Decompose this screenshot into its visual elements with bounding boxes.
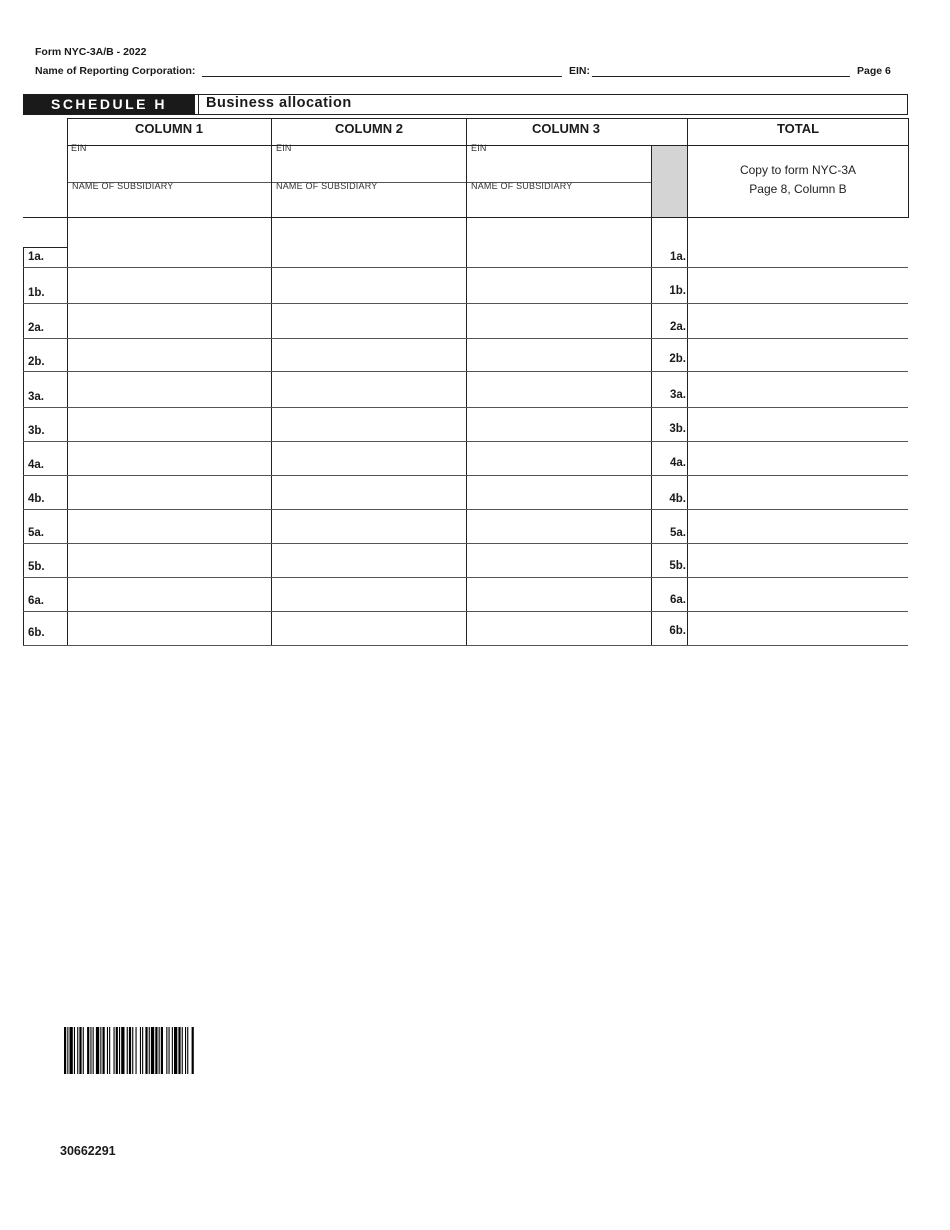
row-label-left: 3b. xyxy=(28,425,45,437)
row-label-right: 4a. xyxy=(670,457,686,469)
barcode-bar xyxy=(67,1027,68,1074)
barcode-bar xyxy=(174,1027,177,1074)
total-note-line-1: Copy to form NYC-3A xyxy=(739,163,857,177)
column-2-header: COLUMN 2 xyxy=(335,121,403,136)
row-divider-5a xyxy=(23,543,908,544)
row-label-left: 5b. xyxy=(28,561,45,573)
barcode-bar xyxy=(192,1027,194,1074)
barcode-icon xyxy=(64,1027,274,1074)
row-label-left: 5a. xyxy=(28,527,44,539)
schedule-title: Business allocation xyxy=(206,95,352,111)
right-border xyxy=(908,118,909,218)
column-1-ein-input[interactable] xyxy=(68,151,270,181)
row-label-right: 3b. xyxy=(669,423,686,435)
name-of-reporting-corporation-label: Name of Reporting Corporation: xyxy=(35,65,196,77)
total-divider xyxy=(687,118,688,645)
row-label-right: 6a. xyxy=(670,594,686,606)
column-header-divider xyxy=(67,145,908,146)
row-divider-5b xyxy=(23,577,908,578)
row-label-right: 1a. xyxy=(670,251,686,263)
barcode-bar xyxy=(119,1027,120,1074)
barcode-bar xyxy=(87,1027,89,1074)
column-3-ein-label: EIN xyxy=(471,143,487,153)
row-label-right: 3a. xyxy=(670,389,686,401)
barcode-bar xyxy=(166,1027,167,1074)
row-label-left: 6a. xyxy=(28,595,44,607)
barcode-bar xyxy=(187,1027,188,1074)
column-2-name-input[interactable] xyxy=(273,192,465,217)
name-of-reporting-corporation-field[interactable] xyxy=(202,76,562,77)
row-label-right: 6b. xyxy=(669,625,686,637)
row-divider-3a xyxy=(23,407,908,408)
barcode-bar xyxy=(161,1027,163,1074)
barcode-bar xyxy=(103,1027,105,1074)
column-2-name-label: NAME OF SUBSIDIARY xyxy=(276,181,378,191)
shaded-cell xyxy=(652,146,687,218)
row-label-left: 3a. xyxy=(28,391,44,403)
table-top-border xyxy=(67,118,908,119)
row-label-right: 2b. xyxy=(669,353,686,365)
row-label-right: 5a. xyxy=(670,527,686,539)
barcode-bar xyxy=(116,1027,118,1074)
column-2-ein-label: EIN xyxy=(276,143,292,153)
barcode-bar xyxy=(93,1027,94,1074)
barcode-bar xyxy=(178,1027,180,1074)
row-divider-2b xyxy=(23,371,908,372)
column-1-name-label: NAME OF SUBSIDIARY xyxy=(72,181,174,191)
column-3-name-label: NAME OF SUBSIDIARY xyxy=(471,181,573,191)
row-divider-4a xyxy=(23,475,908,476)
ein-label: EIN: xyxy=(569,65,590,77)
barcode-bar xyxy=(74,1027,75,1074)
row-divider-4b xyxy=(23,509,908,510)
row-divider-6b xyxy=(23,645,908,646)
row-label-top-border xyxy=(23,247,67,248)
barcode-bar xyxy=(100,1027,101,1074)
ein-name-divider xyxy=(67,182,651,183)
row-label-left: 6b. xyxy=(28,627,45,639)
barcode-bar xyxy=(127,1027,128,1074)
column-1-ein-label: EIN xyxy=(71,143,87,153)
row-divider-6a xyxy=(23,611,908,612)
column-2-ein-input[interactable] xyxy=(273,151,465,181)
column-1-2-divider xyxy=(271,118,272,645)
barcode-bar xyxy=(77,1027,78,1074)
total-header: TOTAL xyxy=(776,121,820,136)
column-3-name-input[interactable] xyxy=(468,192,651,217)
barcode-bar xyxy=(83,1027,84,1074)
row-label-right: 1b. xyxy=(669,285,686,297)
barcode-bar xyxy=(132,1027,133,1074)
row-label-right: 4b. xyxy=(669,493,686,505)
row-divider-1a xyxy=(23,267,908,268)
row-label-right: 5b. xyxy=(669,560,686,572)
barcode-bar xyxy=(169,1027,170,1074)
schedule-title-divider xyxy=(198,94,199,115)
barcode-bar xyxy=(79,1027,81,1074)
barcode-bar xyxy=(121,1027,124,1074)
row-label-left: 2b. xyxy=(28,356,45,368)
barcode-bar xyxy=(96,1027,99,1074)
row-label-left: 2a. xyxy=(28,322,44,334)
page-number: Page 6 xyxy=(857,65,891,77)
column-1-header: COLUMN 1 xyxy=(135,121,203,136)
total-note-line-2: Page 8, Column B xyxy=(749,182,847,196)
left-border xyxy=(67,118,68,645)
row-label-right: 2a. xyxy=(670,321,686,333)
form-id-number: 30662291 xyxy=(60,1144,116,1158)
barcode-bar xyxy=(172,1027,173,1074)
barcode-bar xyxy=(90,1027,91,1074)
row-divider-3b xyxy=(23,441,908,442)
barcode-bar xyxy=(107,1027,108,1074)
barcode-bar xyxy=(151,1027,154,1074)
barcode-bar xyxy=(70,1027,73,1074)
barcode-bar xyxy=(149,1027,150,1074)
barcode-bar xyxy=(185,1027,186,1074)
barcode-bar xyxy=(145,1027,147,1074)
row-label-left: 4b. xyxy=(28,493,45,505)
column-1-name-input[interactable] xyxy=(68,192,270,217)
barcode-bar xyxy=(155,1027,157,1074)
row-divider-1b xyxy=(23,303,908,304)
form-title: Form NYC-3A/B - 2022 xyxy=(35,46,147,58)
ein-field[interactable] xyxy=(592,76,850,77)
barcode-bar xyxy=(159,1027,160,1074)
row-divider-2a xyxy=(23,338,908,339)
column-3-header: COLUMN 3 xyxy=(532,121,600,136)
column-3-ein-input[interactable] xyxy=(468,151,651,181)
barcode-bar xyxy=(114,1027,115,1074)
row-label-left: 4a. xyxy=(28,459,44,471)
barcode-bar xyxy=(64,1027,66,1074)
barcode-bar xyxy=(140,1027,141,1074)
barcode-bar xyxy=(129,1027,131,1074)
barcode-bar xyxy=(109,1027,110,1074)
schedule-label: SCHEDULE H xyxy=(23,94,195,115)
row-label-left: 1a. xyxy=(28,251,44,263)
barcode-bar xyxy=(136,1027,137,1074)
row-label-left-border xyxy=(23,247,24,645)
column-2-3-divider xyxy=(466,118,467,645)
row-label-left: 1b. xyxy=(28,287,45,299)
barcode-bar xyxy=(142,1027,143,1074)
barcode-bar xyxy=(182,1027,183,1074)
